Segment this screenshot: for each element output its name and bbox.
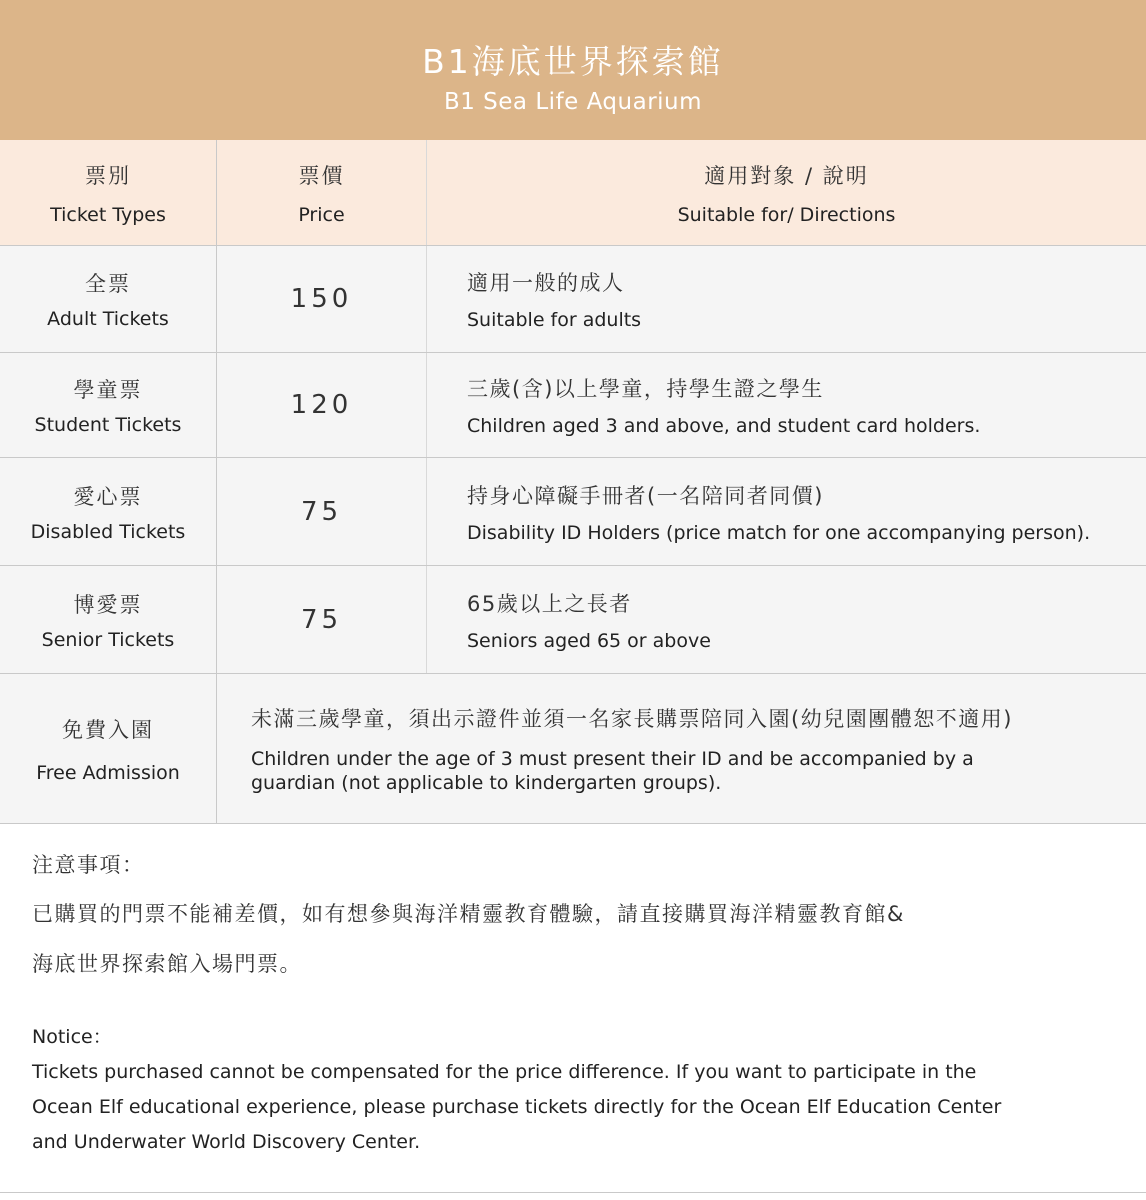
ticket-type-en: Disabled Tickets bbox=[30, 520, 186, 543]
description-zh: 未滿三歲學童，須出示證件並須一名家長購票陪同入園(幼兒園團體恕不適用) bbox=[251, 706, 1013, 731]
header-ticket-types-zh: 票別 bbox=[85, 163, 131, 188]
ticket-type-cell bbox=[0, 353, 217, 457]
table-header-row bbox=[0, 140, 1146, 246]
ticket-price: 75 bbox=[300, 496, 343, 527]
table-row bbox=[0, 566, 1146, 674]
ticket-type-cell bbox=[0, 246, 217, 352]
header-directions-en: Suitable for/ Directions bbox=[677, 203, 896, 226]
price-cell bbox=[217, 458, 427, 565]
title-banner bbox=[0, 0, 1146, 140]
description-en: Children aged 3 and above, and student card holders. bbox=[467, 415, 981, 437]
description-cell bbox=[427, 246, 1146, 352]
ticket-type-zh: 免費入園 bbox=[62, 717, 154, 742]
description-cell bbox=[427, 458, 1146, 565]
ticket-type-zh: 全票 bbox=[85, 272, 131, 296]
notice-heading-en: Notice： bbox=[32, 1026, 112, 1048]
description-en: Disability ID Holders (price match for one accompanying person). bbox=[467, 521, 1091, 544]
notice-heading-zh: 注意事項： bbox=[32, 853, 145, 877]
description-en: Suitable for adults bbox=[467, 309, 642, 331]
ticket-table bbox=[0, 140, 1146, 824]
header-directions-zh: 適用對象 / 說明 bbox=[704, 163, 869, 188]
notice-text-en-line-1: Tickets purchased cannot be compensated for the price difference. If you want to participate in the bbox=[32, 1061, 977, 1083]
header-directions bbox=[427, 140, 1146, 245]
ticket-price: 120 bbox=[290, 390, 353, 420]
header-price-en: Price bbox=[298, 203, 345, 226]
free-admission-description bbox=[217, 674, 1146, 823]
price-cell bbox=[217, 566, 427, 673]
ticket-type-en: Adult Tickets bbox=[47, 308, 169, 330]
price-cell bbox=[217, 246, 427, 352]
header-price bbox=[217, 140, 427, 245]
bottom-divider bbox=[0, 1192, 1146, 1193]
description-en-line-1: Children under the age of 3 must present their ID and be accompanied by a bbox=[251, 747, 974, 770]
price-cell bbox=[217, 353, 427, 457]
table-row bbox=[0, 353, 1146, 458]
title-chinese: B1海底世界探索館 bbox=[422, 42, 724, 81]
notice-section bbox=[32, 852, 1122, 1154]
description-cell bbox=[427, 353, 1146, 457]
description-en-line-2: guardian (not applicable to kindergarten groups). bbox=[251, 771, 722, 794]
ticket-type-zh: 博愛票 bbox=[73, 592, 143, 617]
ticket-type-cell bbox=[0, 458, 217, 565]
ticket-type-en: Senior Tickets bbox=[41, 628, 175, 651]
notice-text-zh-line-1: 已購買的門票不能補差價，如有想參與海洋精靈教育體驗，請直接購買海洋精靈教育館& bbox=[32, 902, 905, 926]
description-zh: 持身心障礙手冊者(一名陪同者同價) bbox=[467, 483, 824, 508]
ticket-type-zh: 學童票 bbox=[73, 378, 143, 402]
table-row bbox=[0, 246, 1146, 353]
ticket-type-en: Student Tickets bbox=[34, 414, 182, 436]
ticket-price: 75 bbox=[300, 604, 343, 635]
notice-text-en-line-2: Ocean Elf educational experience, please purchase tickets directly for the Ocean Elf Education Center bbox=[32, 1096, 1002, 1118]
description-en: Seniors aged 65 or above bbox=[467, 629, 711, 652]
ticket-type-zh: 愛心票 bbox=[73, 484, 143, 509]
notice-text-zh-line-2: 海底世界探索館入場門票。 bbox=[32, 952, 302, 976]
header-ticket-types bbox=[0, 140, 217, 245]
header-price-zh: 票價 bbox=[298, 163, 345, 188]
free-admission-row bbox=[0, 674, 1146, 824]
ticket-type-en: Free Admission bbox=[36, 761, 180, 784]
description-zh: 三歲(含)以上學童，持學生證之學生 bbox=[467, 377, 824, 401]
title-english: B1 Sea Life Aquarium bbox=[443, 89, 703, 115]
description-zh: 65歲以上之長者 bbox=[467, 591, 632, 616]
ticket-price: 150 bbox=[290, 284, 353, 314]
ticket-type-cell bbox=[0, 674, 217, 823]
notice-text-en-line-3: and Underwater World Discovery Center. bbox=[32, 1131, 421, 1153]
description-zh: 適用一般的成人 bbox=[467, 271, 625, 295]
description-cell bbox=[427, 566, 1146, 673]
header-ticket-types-en: Ticket Types bbox=[50, 203, 166, 226]
ticket-type-cell bbox=[0, 566, 217, 673]
description-en bbox=[251, 747, 1146, 795]
table-row bbox=[0, 458, 1146, 566]
